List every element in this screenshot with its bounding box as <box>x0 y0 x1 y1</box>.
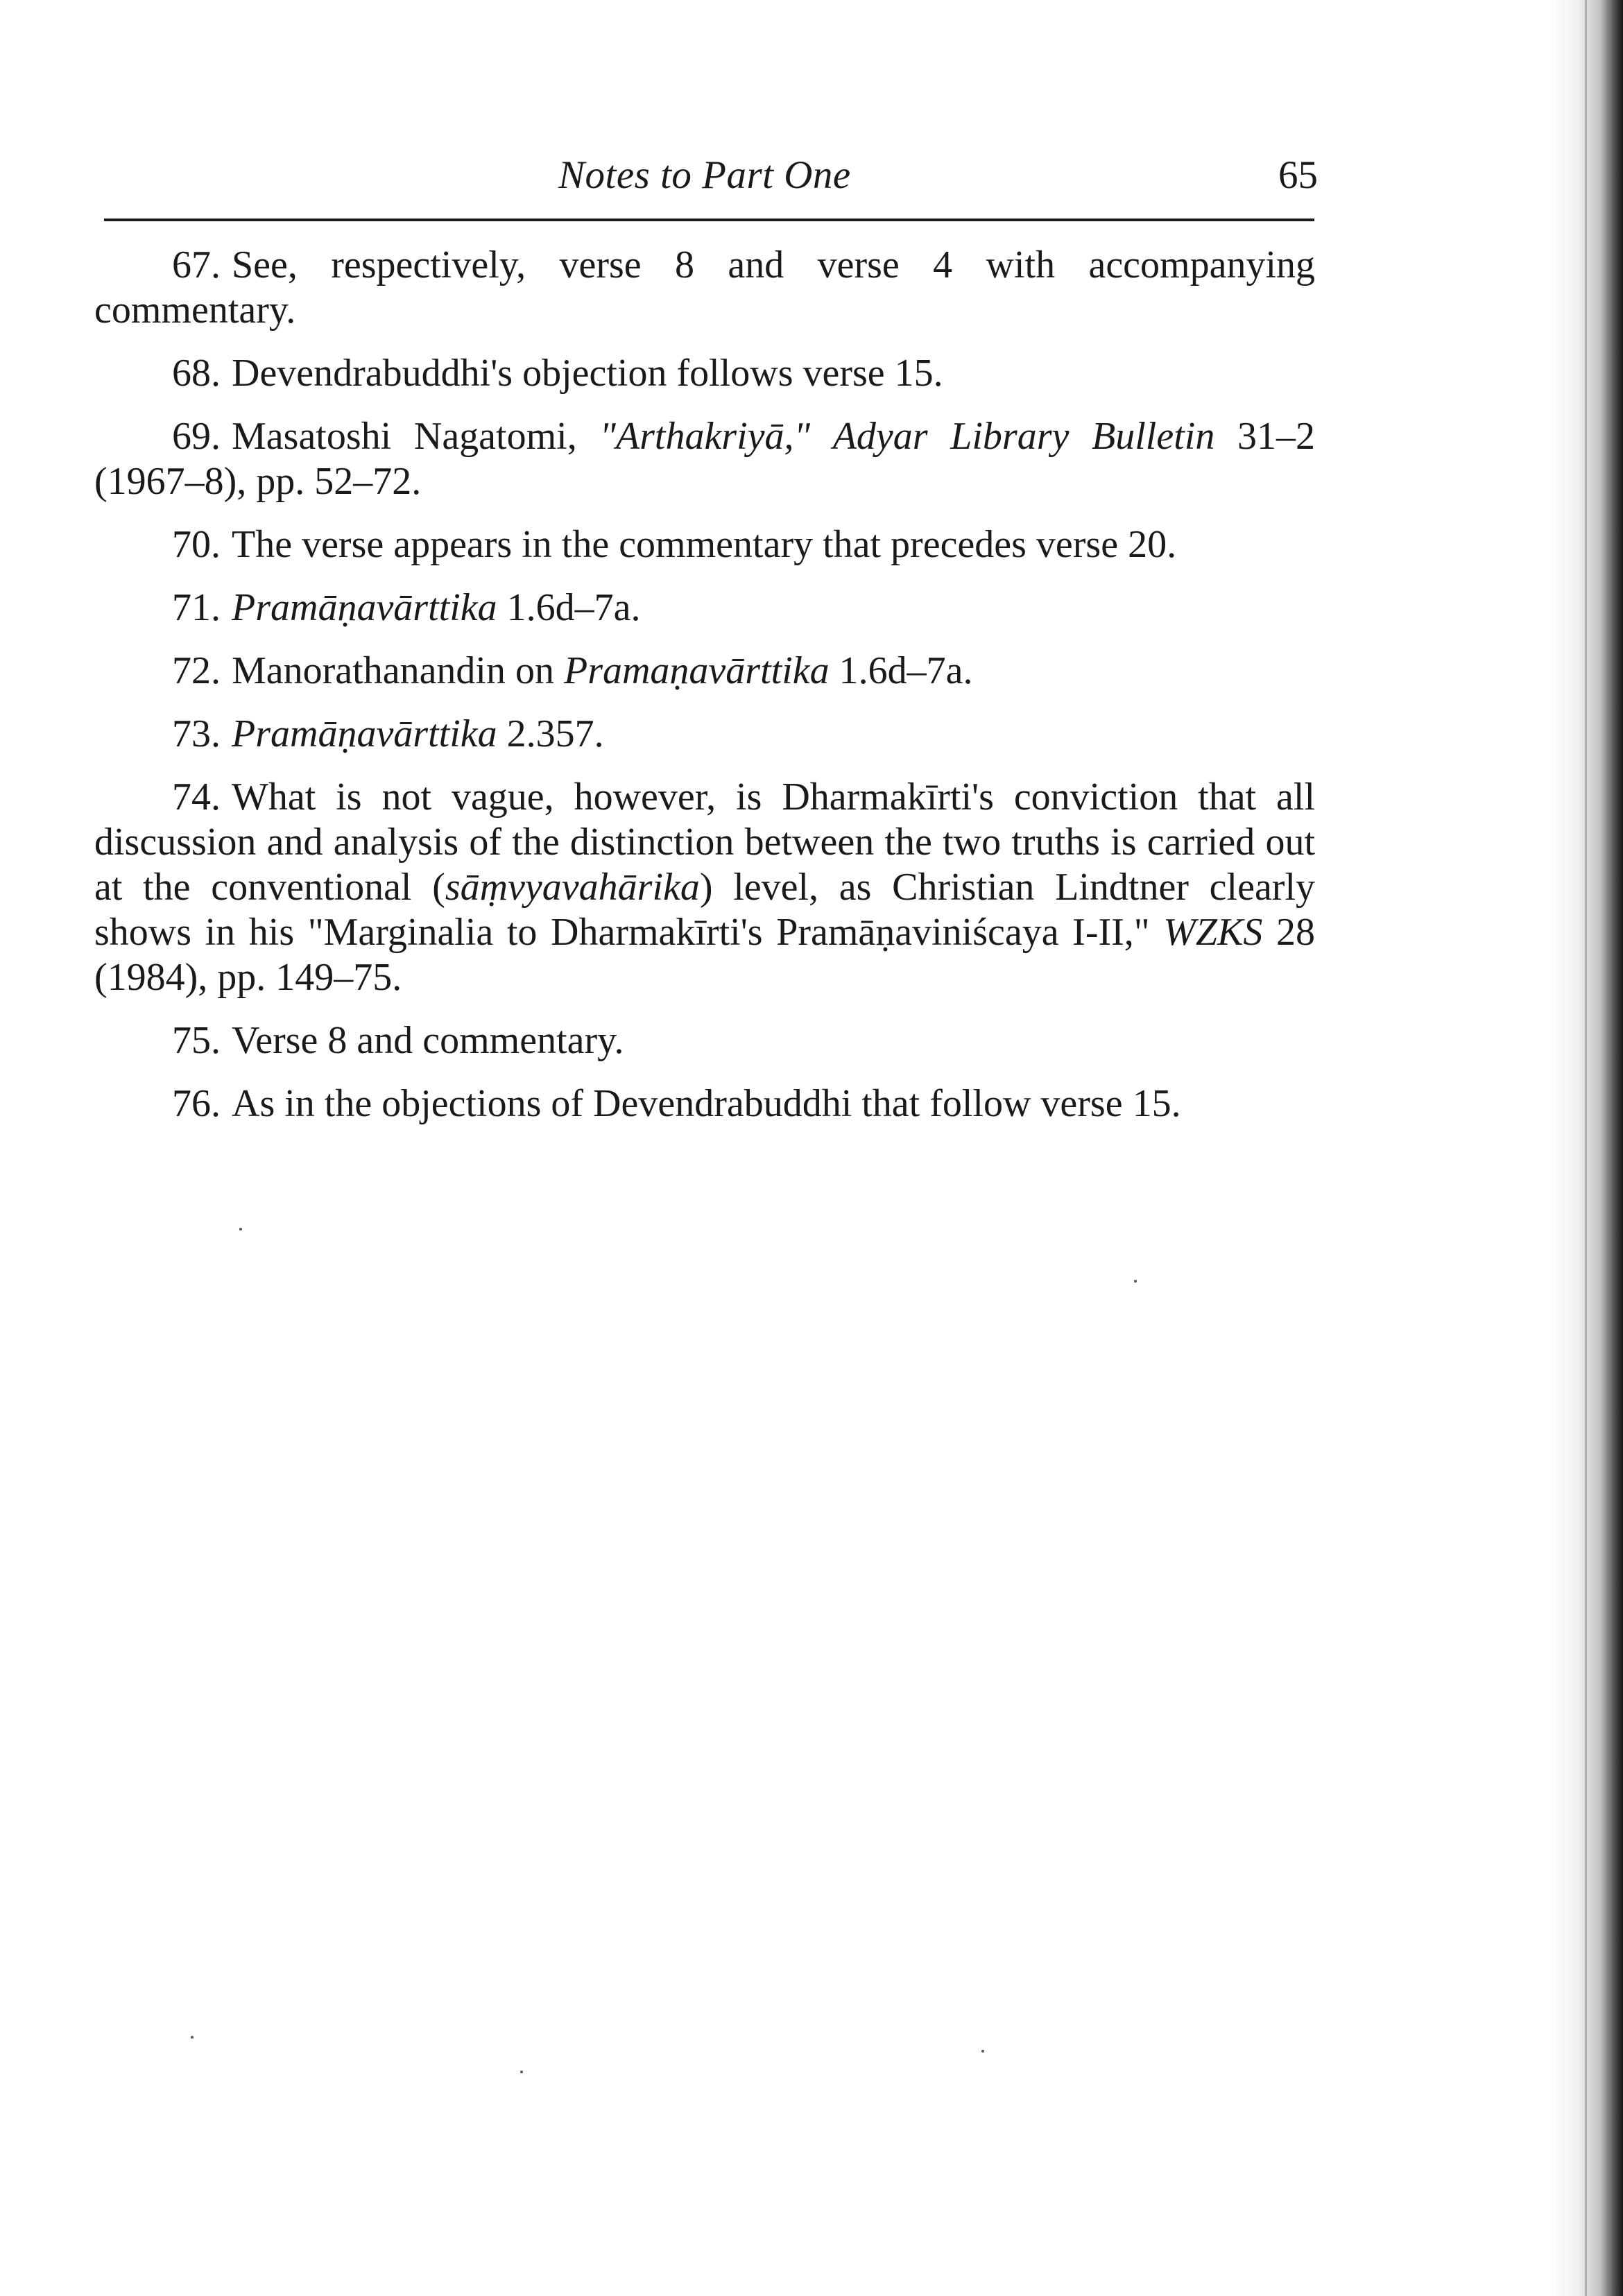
note-number: 70. <box>172 523 221 566</box>
notes-list <box>94 243 1315 1145</box>
note-text-tail: 1.6d–7a. <box>829 649 973 692</box>
work-title: Pramaṇavārttika <box>563 649 830 692</box>
scan-speck <box>520 2071 523 2073</box>
header-rule <box>104 219 1314 221</box>
note-number: 67. <box>172 243 221 286</box>
note-text: Verse 8 and commentary. <box>232 1019 624 1062</box>
note-67 <box>94 243 1315 333</box>
journal-title: Adyar Library Bulletin <box>832 415 1215 458</box>
note-text-tail: 2.357. <box>497 712 604 755</box>
journal-abbrev: WZKS <box>1163 911 1263 954</box>
scan-speck <box>981 2050 984 2053</box>
sanskrit-term: sāṃvyavahārika <box>445 866 700 909</box>
article-title: "Arthakriyā," <box>599 415 811 458</box>
running-head-title: Notes to Part One <box>558 153 851 197</box>
note-68 <box>94 351 1315 396</box>
note-text-tail: 1.6d–7a. <box>497 586 641 629</box>
note-74 <box>94 775 1315 1000</box>
note-71 <box>94 585 1315 631</box>
scan-speck <box>191 2036 194 2039</box>
scan-speck <box>1134 1280 1137 1283</box>
work-title: Pramāṇavārttika <box>232 586 497 629</box>
note-number: 74. <box>172 776 221 819</box>
scan-speck <box>239 1228 242 1231</box>
note-number: 69. <box>172 415 221 458</box>
note-72 <box>94 649 1315 694</box>
note-text-middle: ) level, as Christian Lindtner clearly shows in his "Marginalia to Dharmakīrti's Pramāṇaviniścaya I-II," <box>94 866 1316 954</box>
note-73 <box>94 712 1315 757</box>
note-number: 73. <box>172 712 221 755</box>
note-76 <box>94 1081 1315 1126</box>
note-text: See, respectively, verse 8 and verse 4 with accompanying commentary. <box>94 243 1315 332</box>
note-69 <box>94 414 1315 504</box>
page-number: 65 <box>1278 153 1318 197</box>
note-text-tail: 31–2 (1967–8), pp. 52–72. <box>94 415 1316 503</box>
note-number: 75. <box>172 1019 221 1062</box>
note-number: 76. <box>172 1082 221 1125</box>
note-text: What is not vague, however, is Dharmakīrti's conviction that all discussion and analysis of the distinction between the two truths is carried out at the conventional ( <box>94 776 1315 909</box>
note-text: Masatoshi Nagatomi, <box>232 415 600 458</box>
note-text: The verse appears in the commentary that precedes verse 20. <box>232 523 1177 566</box>
work-title: Pramāṇavārttika <box>232 712 497 755</box>
note-text: As in the objections of Devendrabuddhi that follow verse 15. <box>232 1082 1181 1125</box>
note-number: 72. <box>172 649 221 692</box>
note-text: Devendrabuddhi's objection follows verse 15. <box>232 352 943 395</box>
note-number: 71. <box>172 586 221 629</box>
note-number: 68. <box>172 352 221 395</box>
scan-page-edge <box>1547 0 1623 2296</box>
note-75 <box>94 1018 1315 1063</box>
note-text: Manorathanandin on <box>232 649 564 692</box>
note-text-tail: 28 (1984), pp. 149–75. <box>94 911 1315 999</box>
note-70 <box>94 522 1315 567</box>
